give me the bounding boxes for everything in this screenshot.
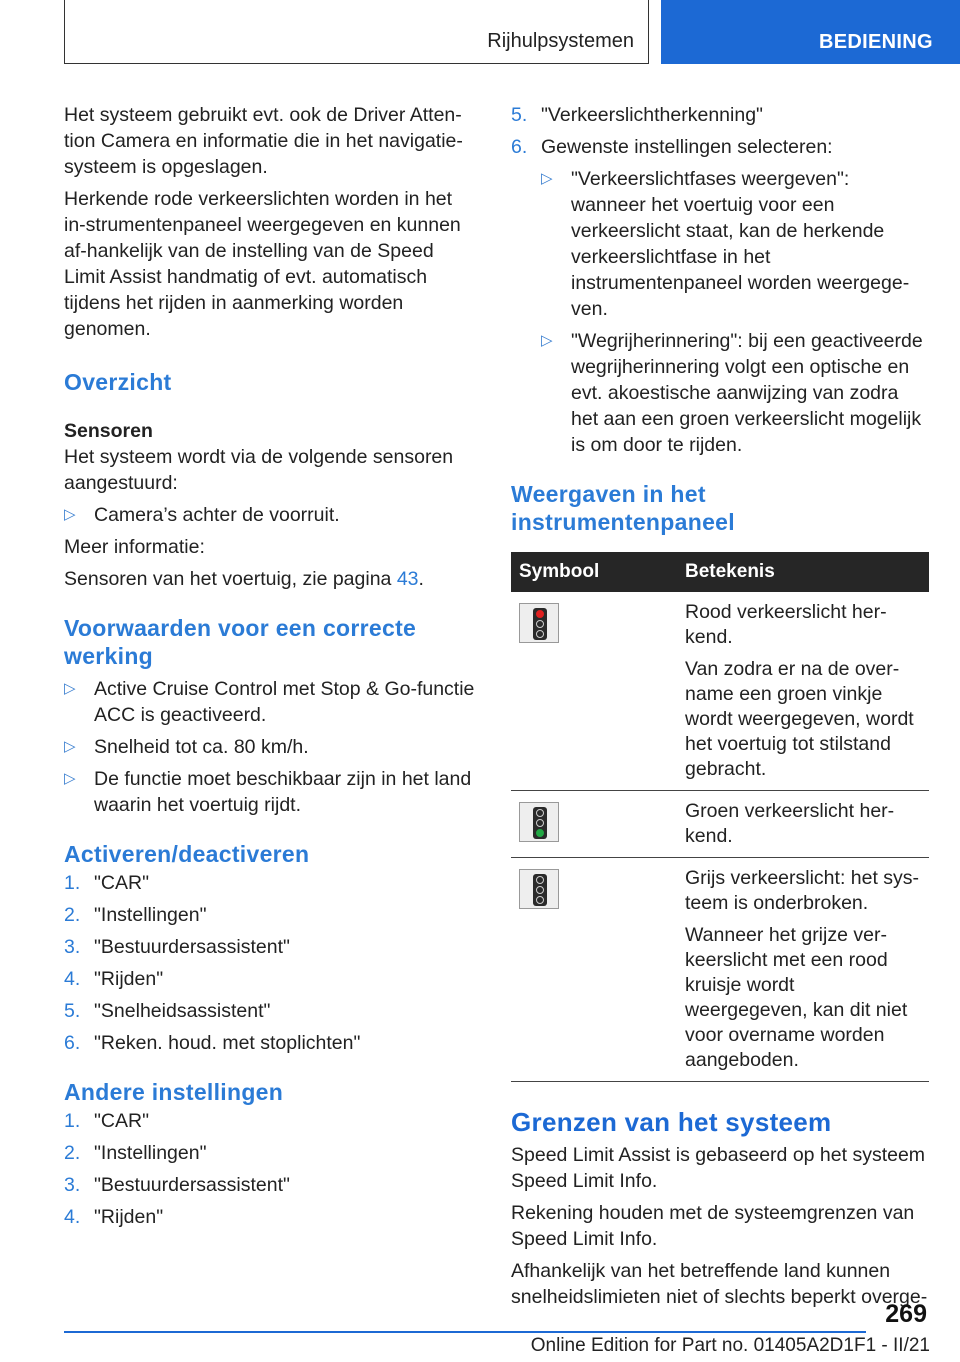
step-number: 5. bbox=[511, 104, 528, 126]
lamp-top bbox=[536, 610, 544, 618]
bullet-triangle-icon: ▷ bbox=[64, 506, 76, 523]
symbol-cell bbox=[511, 791, 677, 858]
step-text: Gewenste instellingen selecteren: bbox=[541, 136, 833, 158]
step-text: "Reken. houd. met stoplichten" bbox=[94, 1032, 361, 1054]
step-text: "Bestuurdersassistent" bbox=[94, 1174, 290, 1196]
bullet-text: Active Cruise Control met Stop & Go-functie ACC is geactiveerd. bbox=[94, 678, 475, 726]
meaning-cell bbox=[677, 592, 929, 791]
traffic-light-housing bbox=[533, 608, 547, 640]
col-meaning-header: Betekenis bbox=[677, 552, 929, 592]
step-item bbox=[64, 1108, 476, 1134]
bullet-item bbox=[64, 766, 476, 818]
meaning-text: Van zodra er na de over-name een groen vinkje wordt weergegeven, wordt het voertuig tot stilstand gebracht. bbox=[685, 658, 914, 780]
intro-paragraph-2: Herkende rode verkeerslichten worden in het in-strumentenpaneel weergegeven en kunnen af-hankelijk van de instelling van de Speed Limit Assist handmatig of evt. automatisch tijdens het rijden in aanmerking worden genomen. bbox=[64, 188, 461, 340]
limits-paragraph-3: Afhankelijk van het betreffende land kunnen snelheidslimieten niet of slechts beperkt overge- bbox=[511, 1260, 928, 1308]
step-text: "Instellingen" bbox=[94, 1142, 207, 1164]
sensors-reference bbox=[64, 566, 476, 592]
step-text: "Rijden" bbox=[94, 1206, 164, 1228]
more-info-label: Meer informatie: bbox=[64, 536, 205, 558]
lamp-top bbox=[536, 876, 544, 884]
page-number: 269 bbox=[885, 1300, 927, 1328]
sensors-bullet bbox=[64, 502, 476, 528]
conditions-heading: Voorwaarden voor een correcte werking bbox=[64, 615, 417, 669]
section-title: Rijhulpsystemen bbox=[487, 30, 634, 52]
conditions-list bbox=[64, 676, 476, 818]
limits-paragraph-2: Rekening houden met de systeemgrenzen van Speed Limit Info. bbox=[511, 1202, 915, 1250]
limits-paragraph-1: Speed Limit Assist is gebaseerd op het systeem Speed Limit Info. bbox=[511, 1144, 926, 1192]
reference-end: . bbox=[418, 568, 424, 590]
meaning-text: Groen verkeerslicht her-kend. bbox=[685, 800, 895, 847]
step-item bbox=[511, 134, 929, 160]
step-number: 1. bbox=[64, 1110, 81, 1132]
col-symbol-header: Symbool bbox=[511, 552, 677, 592]
step-text: "CAR" bbox=[94, 872, 150, 894]
limits-heading: Grenzen van het systeem bbox=[511, 1107, 832, 1137]
step-text: "Instellingen" bbox=[94, 904, 207, 926]
step-item bbox=[64, 966, 476, 992]
step-number: 2. bbox=[64, 904, 81, 926]
step-text: "Bestuurdersassistent" bbox=[94, 936, 290, 958]
traffic-light-housing bbox=[533, 874, 547, 906]
footer-divider bbox=[64, 1331, 866, 1333]
step-number: 3. bbox=[64, 1174, 81, 1196]
meaning-text: Grijs verkeerslicht: het sys-teem is onderbroken. bbox=[685, 867, 920, 914]
bullet-item bbox=[64, 734, 476, 760]
step-number: 4. bbox=[64, 1206, 81, 1228]
bullet-text: De functie moet beschikbaar zijn in het land waarin het voertuig rijdt. bbox=[94, 768, 472, 816]
intro-paragraph-1: Het systeem gebruikt evt. ook de Driver Atten-tion Camera en informatie die in het navigatie-systeem is opgeslagen. bbox=[64, 104, 463, 178]
lamp-middle bbox=[536, 819, 544, 827]
right-steps bbox=[511, 102, 929, 160]
bullet-triangle-icon: ▷ bbox=[541, 170, 553, 187]
other-settings-heading: Andere instellingen bbox=[64, 1079, 284, 1105]
meaning-cell bbox=[677, 791, 929, 858]
lamp-bottom bbox=[536, 630, 544, 638]
table-row bbox=[511, 791, 929, 858]
lamp-bottom bbox=[536, 896, 544, 904]
activate-heading: Activeren/deactiveren bbox=[64, 841, 310, 867]
step-text: "CAR" bbox=[94, 1110, 150, 1132]
lamp-middle bbox=[536, 620, 544, 628]
grey-traffic-light-icon bbox=[519, 869, 559, 909]
activate-steps bbox=[64, 870, 476, 1056]
step-item bbox=[511, 102, 929, 128]
bullet-triangle-icon: ▷ bbox=[64, 680, 76, 697]
symbol-cell bbox=[511, 858, 677, 1082]
step-text: "Rijden" bbox=[94, 968, 164, 990]
traffic-light-housing bbox=[533, 807, 547, 839]
table-row bbox=[511, 592, 929, 791]
sensors-heading: Sensoren bbox=[64, 420, 153, 442]
display-heading: Weergaven in het instrumentenpaneel bbox=[511, 481, 735, 535]
symbol-cell bbox=[511, 592, 677, 791]
right-column bbox=[511, 102, 929, 1316]
step-number: 5. bbox=[64, 1000, 81, 1022]
bullet-item bbox=[541, 166, 929, 322]
bullet-item bbox=[541, 328, 929, 458]
meaning-cell bbox=[677, 858, 929, 1082]
bullet-triangle-icon: ▷ bbox=[64, 738, 76, 755]
left-column bbox=[64, 102, 476, 1236]
step-number: 3. bbox=[64, 936, 81, 958]
reference-text: Sensoren van het voertuig, zie pagina bbox=[64, 568, 392, 590]
chapter-tab-label: BEDIENING bbox=[819, 31, 933, 53]
step-item bbox=[64, 870, 476, 896]
red-traffic-light-icon bbox=[519, 603, 559, 643]
lamp-bottom bbox=[536, 829, 544, 837]
step-item bbox=[64, 1140, 476, 1166]
overview-heading: Overzicht bbox=[64, 369, 172, 395]
step-number: 6. bbox=[64, 1032, 81, 1054]
symbol-table bbox=[511, 552, 929, 1082]
chapter-tab[interactable] bbox=[661, 0, 960, 64]
green-traffic-light-icon bbox=[519, 802, 559, 842]
step-number: 1. bbox=[64, 872, 81, 894]
step-item bbox=[64, 1030, 476, 1056]
other-steps bbox=[64, 1108, 476, 1230]
bullet-text: "Wegrijherinnering": bij een geactiveerde wegrijherinnering volgt een optische en evt. akoestische aanwijzing van zodra het aan een groen verkeerslicht mogelijk is om door te rijden. bbox=[571, 330, 923, 456]
step-item bbox=[64, 1172, 476, 1198]
lamp-top bbox=[536, 809, 544, 817]
bullet-text: Camera’s achter de voorruit. bbox=[94, 504, 340, 526]
settings-options bbox=[541, 166, 929, 458]
bullet-triangle-icon: ▷ bbox=[64, 770, 76, 787]
step-item bbox=[64, 1204, 476, 1230]
bullet-item bbox=[64, 676, 476, 728]
edition-text: Online Edition for Part no. 01405A2D1F1 - II/21 bbox=[530, 1335, 930, 1356]
step-number: 4. bbox=[64, 968, 81, 990]
bullet-triangle-icon: ▷ bbox=[541, 332, 553, 349]
step-item bbox=[64, 902, 476, 928]
sensors-text: Het systeem wordt via de volgende sensoren aangestuurd: bbox=[64, 446, 454, 494]
table-row bbox=[511, 858, 929, 1082]
meaning-text: Wanneer het grijze ver-keerslicht met een rood kruisje wordt weergegeven, kan dit niet voor overname worden aangeboden. bbox=[685, 924, 908, 1071]
lamp-middle bbox=[536, 886, 544, 894]
bullet-text: Snelheid tot ca. 80 km/h. bbox=[94, 736, 309, 758]
meaning-text: Rood verkeerslicht her-kend. bbox=[685, 601, 887, 648]
step-item bbox=[64, 998, 476, 1024]
step-number: 2. bbox=[64, 1142, 81, 1164]
step-text: "Verkeerslichtherkenning" bbox=[541, 104, 763, 126]
page-link[interactable]: 43 bbox=[396, 568, 419, 590]
step-item bbox=[64, 934, 476, 960]
step-text: "Snelheidsassistent" bbox=[94, 1000, 271, 1022]
bullet-text: "Verkeerslichtfases weergeven": wanneer het voertuig voor een verkeerslicht staat, kan de herkende verkeerslichtfase in het instrumentenpaneel worden weergege-ven. bbox=[571, 168, 910, 320]
header-section-box bbox=[64, 0, 649, 64]
step-number: 6. bbox=[511, 136, 528, 158]
